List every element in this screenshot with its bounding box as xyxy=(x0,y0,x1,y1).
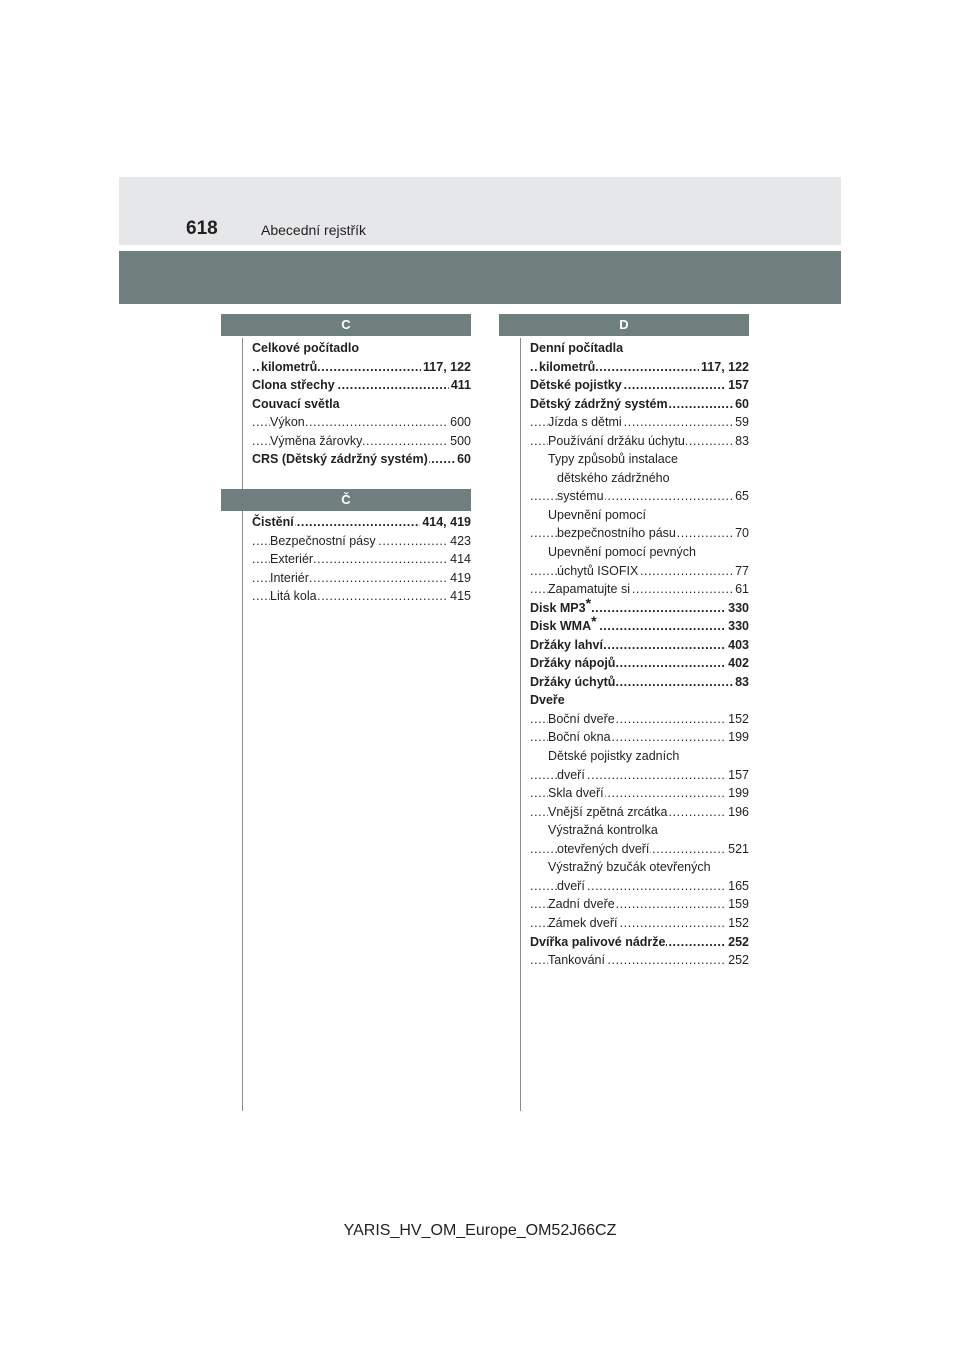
index-entry xyxy=(252,413,471,432)
entry-page: 83 xyxy=(733,432,749,451)
entry-page: 252 xyxy=(726,933,749,952)
entry-page: 600 xyxy=(448,413,471,432)
entry-page: 152 xyxy=(726,914,749,933)
index-entry xyxy=(530,376,749,395)
entry-label: Držáky nápojů xyxy=(530,654,616,673)
column-divider-left xyxy=(242,338,243,1111)
index-column-c xyxy=(252,339,471,469)
title-bar xyxy=(119,251,841,304)
entry-label: Dveře xyxy=(530,691,566,710)
index-entry xyxy=(530,766,749,785)
index-entry xyxy=(530,914,749,933)
entry-page: 415 xyxy=(448,587,471,606)
entry-page: 199 xyxy=(726,728,749,747)
entry-label: kilometrů xyxy=(539,358,596,377)
index-entry xyxy=(252,569,471,588)
entry-page: 521 xyxy=(726,840,749,859)
entry-page: 152 xyxy=(726,710,749,729)
page-number: 618 xyxy=(186,218,218,239)
entry-label: Dvířka palivové nádrže xyxy=(530,933,666,952)
index-entry xyxy=(530,469,749,488)
footnote-star: * xyxy=(585,594,592,611)
index-entry xyxy=(530,728,749,747)
entry-label: Disk MP3* xyxy=(530,599,592,618)
entry-page: 65 xyxy=(733,487,749,506)
index-column-c-caron xyxy=(252,513,471,606)
entry-label: Bezpečnostní pásy xyxy=(270,532,377,551)
index-entry xyxy=(252,358,471,377)
index-entry xyxy=(530,821,749,840)
index-entry xyxy=(530,506,749,525)
entry-label: dveří xyxy=(557,877,586,896)
entry-page: 419 xyxy=(448,569,471,588)
entry-label: Dětské pojistky zadních xyxy=(548,747,680,766)
entry-label: Upevnění pomocí xyxy=(548,506,647,525)
index-entry xyxy=(530,895,749,914)
entry-label: CRS (Dětský zádržný systém) xyxy=(252,450,429,469)
section-title: Abecední rejstřík xyxy=(261,222,367,238)
entry-label: Dětský zádržný systém xyxy=(530,395,669,414)
entry-page: 157 xyxy=(726,766,749,785)
entry-page: 157 xyxy=(726,376,749,395)
entry-page: 165 xyxy=(726,877,749,896)
index-entry xyxy=(252,450,471,469)
index-entry xyxy=(530,562,749,581)
index-entry xyxy=(252,432,471,451)
entry-label: systému xyxy=(557,487,605,506)
entry-label: Litá kola xyxy=(270,587,318,606)
entry-page: 414 xyxy=(448,550,471,569)
entry-label: Zadní dveře xyxy=(548,895,616,914)
letter-heading-c-caron: Č xyxy=(221,489,471,511)
entry-label: Vnější zpětná zrcátka xyxy=(548,803,669,822)
document-code: YARIS_HV_OM_Europe_OM52J66CZ xyxy=(343,1222,617,1239)
entry-page: 77 xyxy=(733,562,749,581)
index-entry xyxy=(530,654,749,673)
entry-label: dětského zádržného xyxy=(557,469,671,488)
letter-heading-c: C xyxy=(221,314,471,336)
entry-page: 83 xyxy=(733,673,749,692)
index-entry xyxy=(530,840,749,859)
index-entry xyxy=(530,691,749,710)
index-entry xyxy=(530,673,749,692)
entry-page: 423 xyxy=(448,532,471,551)
entry-label: Držáky lahví xyxy=(530,636,604,655)
index-entry xyxy=(530,487,749,506)
index-entry xyxy=(530,784,749,803)
entry-page: 117, 122 xyxy=(421,358,471,377)
index-entry xyxy=(530,543,749,562)
footnote-star: * xyxy=(591,613,597,630)
index-entry xyxy=(530,710,749,729)
index-entry xyxy=(530,933,749,952)
entry-label: Výstražný bzučák otevřených xyxy=(548,858,712,877)
index-entry xyxy=(252,395,471,414)
entry-label: Boční okna xyxy=(548,728,612,747)
index-entry xyxy=(530,951,749,970)
entry-label: Výkon xyxy=(270,413,306,432)
entry-label: Tankování xyxy=(548,951,606,970)
header-band xyxy=(119,177,841,245)
index-entry xyxy=(252,532,471,551)
index-column-d xyxy=(530,339,749,970)
entry-label: kilometrů xyxy=(261,358,318,377)
entry-label: dveří xyxy=(557,766,586,785)
index-entry xyxy=(530,877,749,896)
entry-page: 60 xyxy=(455,450,471,469)
entry-label: Zámek dveří xyxy=(548,914,618,933)
entry-label: Upevnění pomocí pevných xyxy=(548,543,697,562)
entry-label: Používání držáku úchytu xyxy=(548,432,686,451)
entry-label: Celkové počítadlo xyxy=(252,339,360,358)
entry-label: Boční dveře xyxy=(548,710,616,729)
index-entry xyxy=(530,636,749,655)
entry-label: Interiér xyxy=(270,569,310,588)
entry-label: Zapamatujte si xyxy=(548,580,631,599)
entry-page: 500 xyxy=(448,432,471,451)
entry-page: 330 xyxy=(726,599,749,618)
index-entry xyxy=(530,450,749,469)
entry-page: 60 xyxy=(733,395,749,414)
index-entry xyxy=(530,339,749,358)
entry-page: 402 xyxy=(726,654,749,673)
entry-label: Čistění xyxy=(252,513,295,532)
index-entry xyxy=(530,580,749,599)
entry-label: Držáky úchytů xyxy=(530,673,616,692)
entry-label: Disk WMA* xyxy=(530,617,598,636)
entry-label: Exteriér xyxy=(270,550,314,569)
index-entry xyxy=(252,339,471,358)
index-entry xyxy=(252,550,471,569)
entry-page: 117, 122 xyxy=(699,358,749,377)
entry-page: 199 xyxy=(726,784,749,803)
index-entry xyxy=(530,395,749,414)
column-divider-right xyxy=(520,338,521,1111)
entry-page: 414, 419 xyxy=(420,513,471,532)
entry-label: Couvací světla xyxy=(252,395,341,414)
index-entry xyxy=(530,594,749,618)
entry-label: Výměna žárovky xyxy=(270,432,363,451)
index-entry xyxy=(252,513,471,532)
entry-page: 70 xyxy=(733,524,749,543)
entry-label: Typy způsobů instalace xyxy=(548,450,679,469)
index-entry xyxy=(252,587,471,606)
letter-heading-d: D xyxy=(499,314,749,336)
entry-label: Výstražná kontrolka xyxy=(548,821,659,840)
entry-label: otevřených dveří xyxy=(557,840,650,859)
index-entry xyxy=(530,613,749,636)
index-entry xyxy=(530,358,749,377)
entry-label: Jízda s dětmi xyxy=(548,413,623,432)
index-entry xyxy=(252,376,471,395)
entry-page: 411 xyxy=(449,376,471,395)
entry-page: 196 xyxy=(726,803,749,822)
entry-page: 159 xyxy=(726,895,749,914)
entry-page: 61 xyxy=(733,580,749,599)
entry-label: bezpečnostního pásu xyxy=(557,524,677,543)
index-entry xyxy=(530,858,749,877)
entry-label: Skla dveří xyxy=(548,784,605,803)
entry-label: Clona střechy xyxy=(252,376,336,395)
index-entry xyxy=(530,524,749,543)
entry-page: 403 xyxy=(726,636,749,655)
entry-page: 252 xyxy=(726,951,749,970)
entry-label: úchytů ISOFIX xyxy=(557,562,639,581)
entry-label: Denní počítadla xyxy=(530,339,624,358)
index-entry xyxy=(530,803,749,822)
index-entry xyxy=(530,747,749,766)
index-entry xyxy=(530,432,749,451)
entry-label: Dětské pojistky xyxy=(530,376,623,395)
entry-page: 330 xyxy=(726,617,749,636)
entry-page: 59 xyxy=(733,413,749,432)
index-entry xyxy=(530,413,749,432)
